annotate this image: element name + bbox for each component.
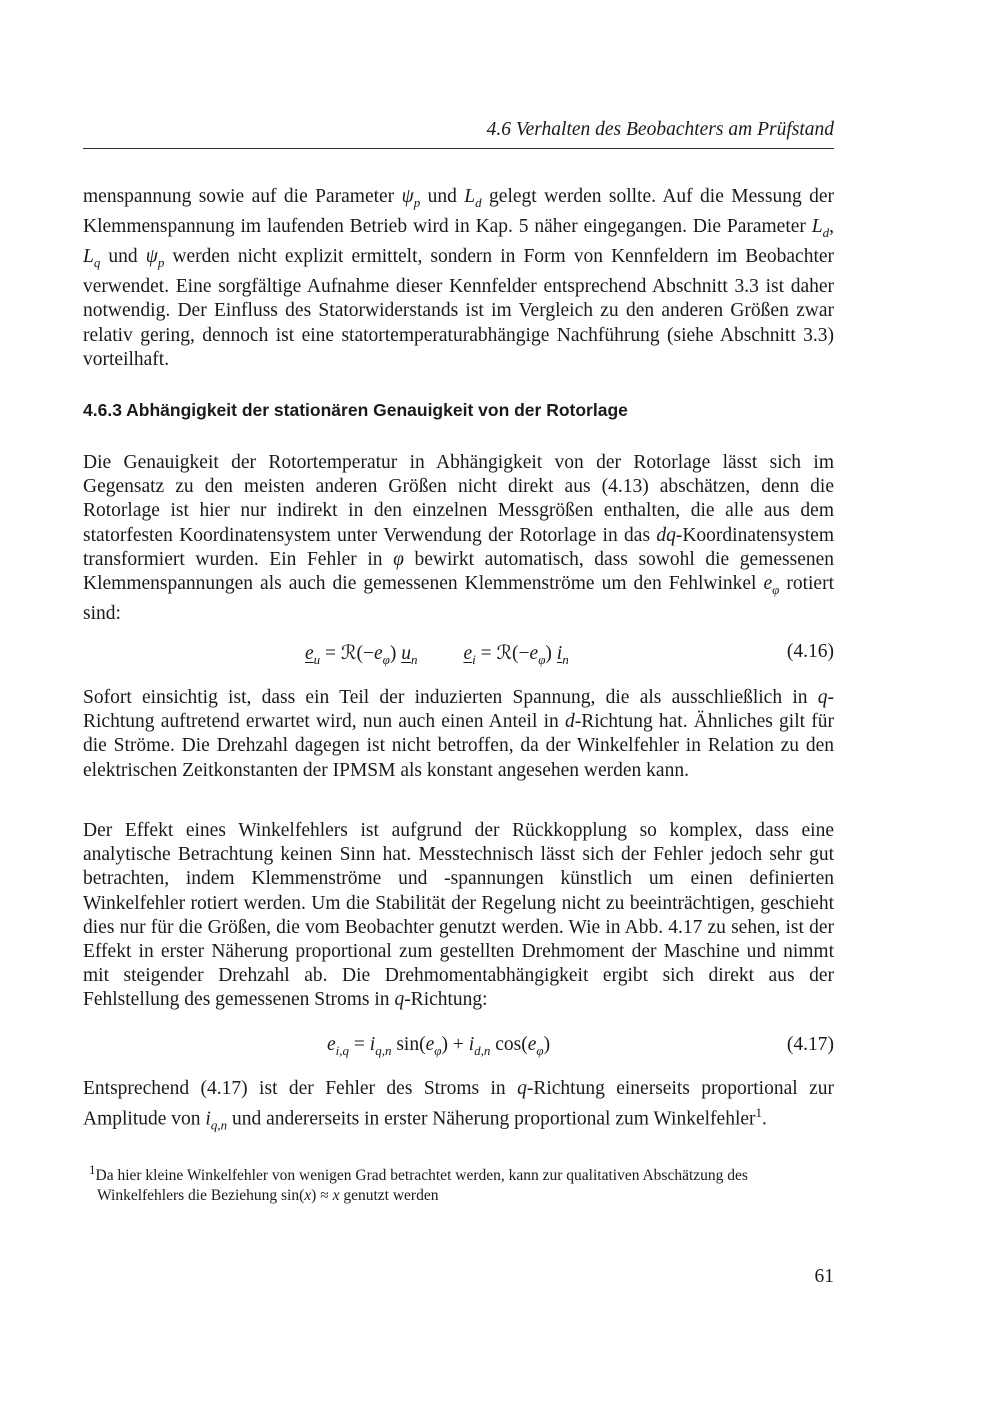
equation-4-17: [83, 1034, 834, 1062]
equation-4-16: [83, 641, 834, 669]
equation-4-17-body: $e_{i,q} = i_{q,n}$ $\sin(e_\varphi) + i_{d,n}$ $\cos(e_\varphi)$: [327, 1034, 551, 1058]
footnote-marker: 1: [755, 1105, 763, 1121]
page-number: 61: [814, 1266, 834, 1287]
paragraph-rotor-position: Die Genauigkeit der Rotortemperatur in Abhängigkeit von der Rotorlage lässt sich im Gegensatz zu den meisten anderen Größen nicht direkt aus (4.13) abschätzen, denn die Rotorlage ist hier nur indirekt in den einzelnen Messgrößen enthalten, die alle aus dem statorfesten Koordinatensystem unter Verwendung der Rotorlage in das dq-Koordinatensystem transformiert wurden. Ein Fehler in φ bewirkt automatisch, dass sowohl die gemessenen Klemmenspannungen als auch die gemessenen Klemmenströme um den Fehlwinkel $e_\varphi$ rotiert sind:: [83, 452, 834, 625]
running-title: 4.6 Verhalten des Beobachters am Prüfstand: [486, 119, 834, 140]
equation-number: (4.17): [786, 1034, 834, 1055]
footnote: $^1$Da hier kleine Winkelfehler von wenigen Grad betrachtet werden, kann zur qualitativen Abschätzung des Winkelfehlers die Beziehung sin(x) ≈ x genutzt werden: [89, 1162, 748, 1205]
paragraph-current-error: Entsprechend (4.17) ist der Fehler des Stroms in q-Richtung einerseits proportional zur Amplitude von $i_{q,n}$ und andererseits in erster Näherung proportional zum Winkelfehler$^1$.: [83, 1078, 834, 1133]
paragraph-angle-error: Der Effekt eines Winkelfehlers ist aufgrund der Rückkopplung so komplex, dass eine analytische Betrachtung keinen Sinn hat. Messtechnisch lässt sich der Fehler jedoch sehr gut betrachten, indem Klemmenströme und -spannungen künstlich um einen definierten Winkelfehler rotiert werden. Um die Stabilität der Regelung nicht zu beeinträchtigen, geschieht dies nur für die Größen, die vom Beobachter genutzt werden. Wie in Abb. 4.17 zu sehen, ist der Effekt in erster Näherung proportional zum gestellten Drehmoment der Maschine und nimmt mit steigender Drehzahl ab. Die Drehmomentabhängigkeit ergibt sich direkt aus der Fehlstellung des gemessenen Stroms in q-Richtung:: [83, 820, 834, 1011]
section-heading: 4.6.3 Abhängigkeit der stationären Genauigkeit von der Rotorlage: [83, 400, 628, 420]
equation-4-16-body: $e_u$ = $ℛ(-e_\varphi)$ $u_n$ $e_i$ = $ℛ(-e_\varphi)$ $i_n$: [305, 643, 569, 667]
running-header: [83, 118, 834, 149]
equation-number: (4.16): [786, 641, 834, 662]
paragraph-parameters: menspannung sowie auf die Parameter $\psi_p$ und $L_d$ gelegt werden sollte. Auf die Messung der Klemmenspannung im laufenden Betrieb wird in Kap. 5 näher eingegangen. Die Parameter $L_d$, $L_q$ und $\psi_p$ werden nicht explizit ermittelt, sondern in Form von Kennfeldern im Beobachter verwendet. Eine sorgfältige Aufnahme dieser Kennfelder entsprechend Abschnitt 3.3 ist daher notwendig. Der Einfluss des Statorwiderstands ist im Vergleich zu den anderen Größen zwar relativ gering, dennoch ist eine statortemperaturabhängige Nachführung (siehe Abschnitt 3.3) vorteilhaft.: [83, 186, 835, 370]
paragraph-induced-voltage: Sofort einsichtig ist, dass ein Teil der induzierten Spannung, die als ausschließlich in q-Richtung auftretend erwartet wird, nun auch einen Anteil in d-Richtung hat. Ähnliches gilt für die Ströme. Die Drehzahl dagegen ist nicht betroffen, da der Winkelfehler in Relation zu den elektrischen Zeitkonstanten der IPMSM als konstant angesehen werden kann.: [83, 687, 834, 781]
